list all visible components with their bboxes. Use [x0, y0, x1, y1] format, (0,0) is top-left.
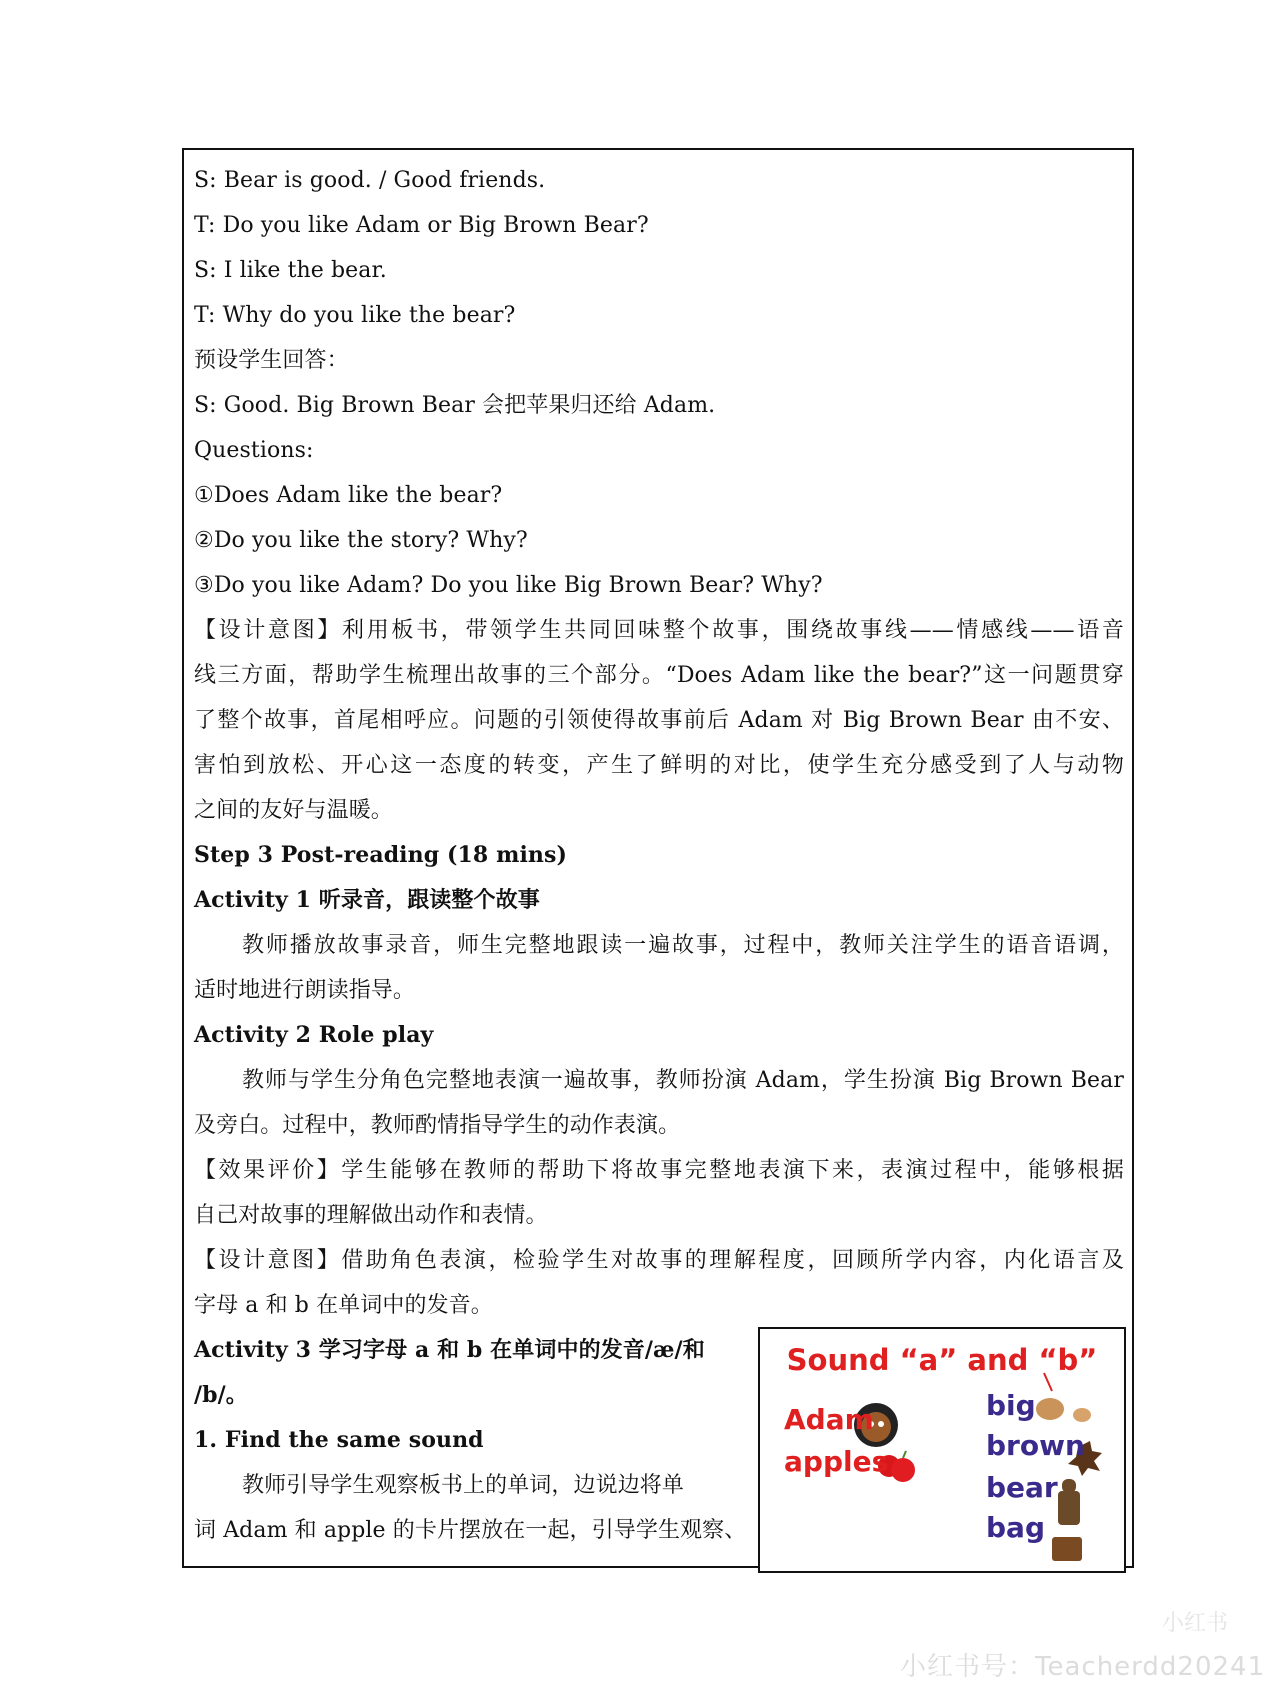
expected-answer-label: 预设学生回答： — [194, 348, 349, 373]
small-bear-icon — [1073, 1408, 1091, 1422]
word-bag: bag — [986, 1511, 1045, 1544]
bear-standing-icon — [1058, 1491, 1080, 1525]
word-apples: apples — [784, 1445, 889, 1478]
board-title: Sound “a” and “b” — [786, 1343, 1098, 1377]
step-heading: Step 3 Post-reading (18 mins) — [194, 842, 567, 868]
dialogue-line: S: I like the bear. — [194, 258, 387, 283]
question-item: ③Do you like Adam? Do you like Big Brown Bear? Why? — [194, 573, 823, 598]
document-body — [194, 158, 1124, 1328]
activity-heading: Activity 1 听录音，跟读整个故事 — [194, 887, 540, 913]
evaluation-line: 自己对故事的理解做出动作和表情。 — [194, 1203, 548, 1228]
sound-a-b-board — [758, 1327, 1126, 1573]
design-intent-line: 【设计意图】借助角色表演，检验学生对故事的理解程度，回顾所学内容，内化语言及 — [194, 1248, 1124, 1273]
activity3-column — [194, 1328, 747, 1553]
question-item: ②Do you like the story? Why? — [194, 528, 528, 553]
evaluation-line: 【效果评价】学生能够在教师的帮助下将故事完整地表演下来，表演过程中，能够根据 — [194, 1158, 1124, 1183]
design-intent-line: 之间的友好与温暖。 — [194, 798, 393, 823]
activity-heading-continued: /b/。 — [194, 1382, 248, 1408]
design-intent-line: 害怕到放松、开心这一态度的转变，产生了鲜明的对比，使学生充分感受到了人与动物 — [194, 753, 1124, 778]
word-adam: Adam — [784, 1403, 874, 1436]
paragraph-line: 教师与学生分角色完整地表演一遍故事，教师扮演 Adam，学生扮演 Big Brown Bear — [242, 1068, 1124, 1093]
pointer-line — [1044, 1373, 1052, 1391]
question-item: ①Does Adam like the bear? — [194, 483, 503, 508]
paragraph-line: 及旁白。过程中，教师酌情指导学生的动作表演。 — [194, 1113, 681, 1138]
paragraph-line: 教师引导学生观察板书上的单词，边说边将单 — [242, 1473, 685, 1498]
design-intent-line: 【设计意图】利用板书，带领学生共同回味整个故事，围绕故事线——情感线——语音 — [194, 618, 1124, 643]
paragraph-line: 词 Adam 和 apple 的卡片摆放在一起，引导学生观察、 — [194, 1518, 747, 1543]
activity-heading: Activity 2 Role play — [194, 1022, 434, 1048]
bag-icon — [1052, 1537, 1082, 1561]
word-brown: brown — [986, 1429, 1085, 1462]
dialogue-line: T: Why do you like the bear? — [194, 303, 516, 328]
activity-heading: Activity 3 学习字母 a 和 b 在单词中的发音/æ/和 — [194, 1337, 705, 1363]
design-intent-line: 了整个故事，首尾相呼应。问题的引领使得故事前后 Adam 对 Big Brown Bear 由不安、 — [194, 708, 1124, 733]
watermark-logo: 小红书 — [1162, 1611, 1229, 1636]
design-intent-line: 字母 a 和 b 在单词中的发音。 — [194, 1293, 493, 1318]
paragraph-line: 教师播放故事录音，师生完整地跟读一遍故事，过程中，教师关注学生的语音语调， — [242, 933, 1124, 958]
big-bear-icon — [1036, 1398, 1064, 1420]
dialogue-line: S: Bear is good. / Good friends. — [194, 168, 546, 193]
watermark-id: 小红书号：Teacherdd20241 — [900, 1652, 1266, 1682]
word-big: big — [986, 1389, 1036, 1422]
paragraph-line: 适时地进行朗读指导。 — [194, 978, 416, 1003]
dialogue-line: S: Good. Big Brown Bear 会把苹果归还给 Adam. — [194, 393, 716, 418]
design-intent-line: 线三方面，帮助学生梳理出故事的三个部分。“Does Adam like the bear?”这一问题贯穿 — [194, 663, 1124, 688]
dialogue-line: T: Do you like Adam or Big Brown Bear? — [194, 213, 649, 238]
subheading: 1. Find the same sound — [194, 1427, 484, 1453]
questions-label: Questions: — [194, 438, 314, 463]
word-bear: bear — [986, 1471, 1058, 1504]
